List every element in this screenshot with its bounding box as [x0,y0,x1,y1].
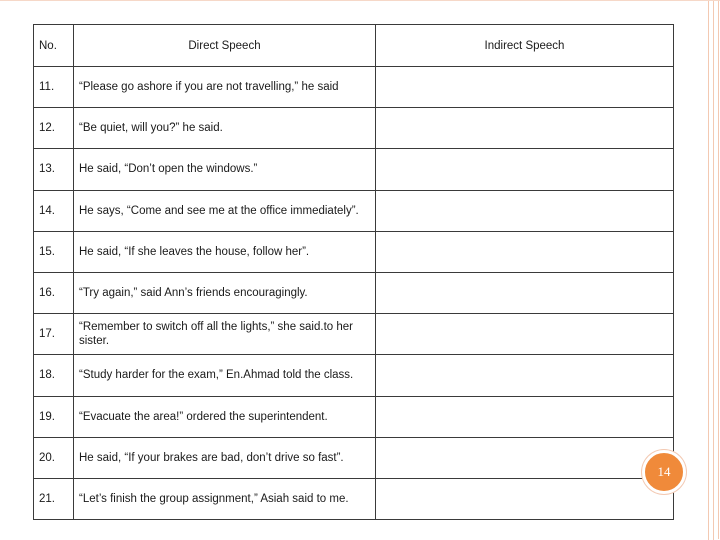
header-direct-speech: Direct Speech [74,25,376,67]
row-number: 13. [34,149,74,190]
indirect-speech-cell[interactable] [376,437,674,478]
row-number: 18. [34,355,74,396]
direct-speech-cell: He said, “If your brakes are bad, don’t drive so fast”. [74,437,376,478]
direct-speech-cell: “Try again,” said Ann’s friends encouragingly. [74,272,376,313]
table-row [34,67,674,108]
table-row [34,231,674,272]
row-number: 20. [34,437,74,478]
table-row [34,396,674,437]
table-header-row [34,25,674,67]
indirect-speech-cell[interactable] [376,355,674,396]
table-row [34,478,674,519]
table-row [34,190,674,231]
direct-speech-cell: “Evacuate the area!” ordered the superintendent. [74,396,376,437]
indirect-speech-cell[interactable] [376,67,674,108]
indirect-speech-cell[interactable] [376,108,674,149]
row-number: 14. [34,190,74,231]
row-number: 19. [34,396,74,437]
decorative-top-line [0,0,720,1]
direct-speech-cell: “Study harder for the exam,” En.Ahmad told the class. [74,355,376,396]
row-number: 17. [34,314,74,355]
direct-speech-cell: He said, “Don’t open the windows.” [74,149,376,190]
direct-speech-cell: “Let’s finish the group assignment,” Asiah said to me. [74,478,376,519]
indirect-speech-cell[interactable] [376,396,674,437]
row-number: 11. [34,67,74,108]
indirect-speech-cell[interactable] [376,231,674,272]
table-row [34,437,674,478]
indirect-speech-cell[interactable] [376,314,674,355]
speech-table [33,24,674,520]
row-number: 16. [34,272,74,313]
row-number: 12. [34,108,74,149]
direct-speech-cell: “Remember to switch off all the lights,” she said.to her sister. [74,314,376,355]
row-number: 21. [34,478,74,519]
page-number-badge [642,450,686,494]
row-number: 15. [34,231,74,272]
table-row [34,314,674,355]
page-number: 14 [657,464,671,479]
header-no: No. [34,25,74,67]
indirect-speech-cell[interactable] [376,190,674,231]
direct-speech-cell: He says, “Come and see me at the office immediately”. [74,190,376,231]
table-row [34,355,674,396]
table-row [34,149,674,190]
decorative-border-stripe [708,0,714,540]
table-row [34,108,674,149]
indirect-speech-cell[interactable] [376,478,674,519]
indirect-speech-cell[interactable] [376,149,674,190]
direct-speech-cell: “Be quiet, will you?” he said. [74,108,376,149]
header-indirect-speech: Indirect Speech [376,25,674,67]
direct-speech-cell: He said, “If she leaves the house, follow her”. [74,231,376,272]
table-row [34,272,674,313]
indirect-speech-cell[interactable] [376,272,674,313]
direct-speech-cell: “Please go ashore if you are not travelling,” he said [74,67,376,108]
